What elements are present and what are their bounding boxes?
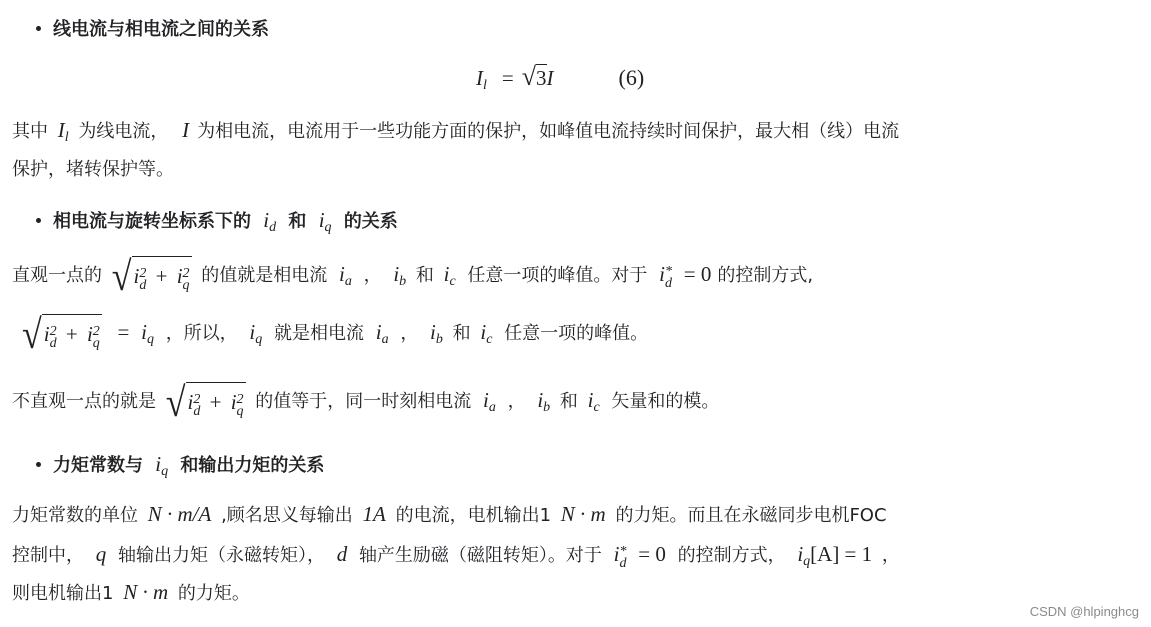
sup-star: * — [665, 264, 672, 279]
math-I: I — [57, 118, 65, 142]
plus: + — [65, 322, 78, 346]
equation-number: (6) — [618, 65, 645, 90]
math-sub-b: b — [435, 332, 443, 347]
math-i: i — [797, 542, 804, 566]
sqrt-body — [186, 382, 246, 422]
section-heading-dq-relation — [36, 208, 398, 240]
text: 则电机输出1 — [12, 583, 114, 604]
math-eq-zero: = 0 — [638, 542, 666, 566]
eq-var-I2: I — [546, 66, 554, 90]
math-i: i — [587, 388, 594, 412]
supsub — [183, 268, 190, 292]
math-sub-l: l — [64, 130, 69, 145]
supsub — [237, 394, 244, 418]
math-d: d — [336, 542, 348, 566]
math-i: i — [133, 264, 140, 288]
text: 的控制方式， — [677, 545, 786, 566]
text: 为线电流， — [78, 121, 169, 142]
heading-text: 和输出力矩的关系 — [180, 455, 325, 476]
paragraph-line — [18, 311, 649, 357]
text: ， — [881, 545, 900, 566]
text: 任意一项的峰值。 — [504, 323, 649, 344]
paragraph-line — [12, 578, 250, 608]
heading-text: 力矩常数与 — [53, 455, 143, 476]
math-sub-b: b — [399, 274, 407, 289]
text: 的力矩。 — [177, 583, 250, 604]
text: 和 — [415, 265, 434, 286]
heading-text: 线电流与相电流之间的关系 — [53, 19, 269, 40]
paragraph-line — [12, 540, 900, 576]
math-sub-c: c — [449, 274, 456, 289]
supsub — [93, 326, 100, 350]
math-i: i — [86, 322, 93, 346]
supsub — [139, 268, 146, 292]
text: 就是相电流 — [274, 323, 364, 344]
sub-d: d — [139, 278, 147, 293]
sup-2: 2 — [49, 324, 57, 339]
supsub — [193, 394, 200, 418]
math-i: i — [176, 264, 183, 288]
sqrt-body — [42, 314, 102, 354]
sub-d: d — [665, 276, 672, 291]
sup-2: 2 — [182, 266, 190, 281]
math-eq-zero: = 0 — [683, 262, 712, 286]
paragraph-line — [12, 116, 899, 152]
math-i: i — [141, 320, 147, 344]
math-sub-q: q — [324, 220, 332, 235]
math-i: i — [430, 320, 436, 344]
sup-2: 2 — [92, 324, 100, 339]
bullet-icon — [36, 218, 41, 223]
equation-6 — [476, 62, 644, 94]
math-i: i — [249, 320, 256, 344]
plus: + — [155, 264, 168, 288]
eq-equals: = — [501, 66, 514, 90]
text: 力矩常数的单位 — [12, 505, 138, 526]
sqrt-symbol: √ — [22, 311, 42, 357]
text: 为相电流，电流用于一些功能方面的保护，如峰值电流持续时间保护，最大相（线）电流 — [197, 121, 900, 142]
math-i: i — [393, 262, 400, 286]
sup-2: 2 — [139, 266, 147, 281]
eq-var-I: I — [476, 66, 483, 90]
math-sub-a: a — [344, 274, 352, 289]
section-heading-line-phase-relation — [36, 18, 269, 42]
math-sub-b: b — [543, 400, 551, 415]
paragraph-line — [12, 379, 720, 425]
supsub — [665, 266, 672, 290]
math-i: i — [187, 390, 194, 414]
eq-sqrt-arg: 3 — [536, 66, 547, 90]
math-amp: 1A — [362, 502, 386, 526]
math-sub-a: a — [488, 400, 496, 415]
paragraph-line — [12, 156, 174, 184]
math-i: i — [263, 208, 270, 232]
sub-d: d — [49, 336, 57, 351]
math-i: i — [613, 542, 620, 566]
text: ，所以， — [165, 323, 238, 344]
math-bracket-eq: [A] = 1 — [810, 542, 873, 566]
math-i: i — [659, 262, 665, 286]
sqrt-expression — [22, 311, 102, 357]
sup-2: 2 — [193, 392, 201, 407]
math-q: q — [95, 542, 107, 566]
supsub — [50, 326, 57, 350]
math-i: i — [155, 452, 162, 476]
sub-q: q — [236, 404, 244, 419]
supsub — [620, 546, 627, 570]
text: 直观一点的 — [12, 265, 102, 286]
math-nm: N · m — [560, 502, 606, 526]
sub-d: d — [193, 404, 201, 419]
sqrt-expression — [165, 379, 246, 425]
sub-q: q — [182, 278, 190, 293]
sub-q: q — [92, 336, 100, 351]
math-i: i — [230, 390, 237, 414]
text: 控制中， — [12, 545, 84, 566]
text: 矢量和的模。 — [611, 391, 720, 412]
math-i: i — [480, 320, 487, 344]
math-sub-d: d — [269, 220, 277, 235]
watermark: CSDN @hlpinghcg — [1029, 604, 1139, 619]
math-i: i — [443, 262, 450, 286]
paragraph-line — [12, 253, 814, 299]
math-i: i — [375, 320, 382, 344]
math-sub-a: a — [381, 332, 389, 347]
sub-d: d — [619, 556, 627, 571]
text: 和 — [559, 391, 578, 412]
math-sub-q: q — [803, 554, 811, 569]
text: 的值就是相电流 — [201, 265, 328, 286]
text: 不直观一点的就是 — [12, 391, 156, 412]
math-sub-q: q — [161, 464, 169, 479]
text: ， — [400, 323, 419, 344]
math-sub-q: q — [146, 332, 154, 347]
text: 轴输出力矩（永磁转矩）， — [117, 545, 325, 566]
section-heading-torque-constant — [36, 452, 324, 484]
paragraph-line — [12, 500, 887, 530]
text: 任意一项的峰值。对于 — [467, 265, 648, 286]
math-nm: N · m — [123, 580, 169, 604]
heading-text: 相电流与旋转坐标系下的 — [53, 211, 251, 232]
sup-star: * — [619, 544, 627, 559]
text: 的力矩。而且在永磁同步电机FOC — [615, 505, 887, 526]
text: 的值等于，同一时刻相电流 — [255, 391, 472, 412]
sup-2: 2 — [236, 392, 244, 407]
text: 和 — [452, 323, 471, 344]
text: 保护，堵转保护等。 — [12, 159, 174, 180]
math-i: i — [318, 208, 325, 232]
sqrt-symbol: √ — [165, 379, 186, 425]
math-i: i — [537, 388, 544, 412]
bullet-icon — [36, 26, 41, 31]
text: ,顾名思义每输出 — [221, 505, 353, 526]
text: 的控制方式, — [717, 265, 814, 286]
text: 其中 — [12, 121, 48, 142]
text: ， — [363, 265, 382, 286]
equals: = — [117, 320, 130, 344]
math-unit: N · m/A — [147, 502, 212, 526]
math-i: i — [43, 322, 50, 346]
math-I: I — [182, 118, 190, 142]
plus: + — [209, 390, 222, 414]
eq-sub-l: l — [483, 78, 487, 93]
bullet-icon — [36, 462, 41, 467]
math-i: i — [339, 262, 345, 286]
text: 轴产生励磁（磁阻转矩）。对于 — [358, 545, 602, 566]
math-i: i — [483, 388, 489, 412]
sqrt-expression — [111, 253, 192, 299]
sqrt-symbol: √ — [521, 62, 537, 91]
math-sub-c: c — [486, 332, 493, 347]
text: ， — [507, 391, 526, 412]
heading-text: 和 — [288, 211, 307, 232]
text: 的电流，电机输出1 — [395, 505, 552, 526]
sqrt-symbol: √ — [111, 253, 132, 299]
math-sub-q: q — [255, 332, 263, 347]
sqrt-body — [132, 256, 192, 296]
math-sub-c: c — [593, 400, 600, 415]
heading-text: 的关系 — [343, 211, 398, 232]
